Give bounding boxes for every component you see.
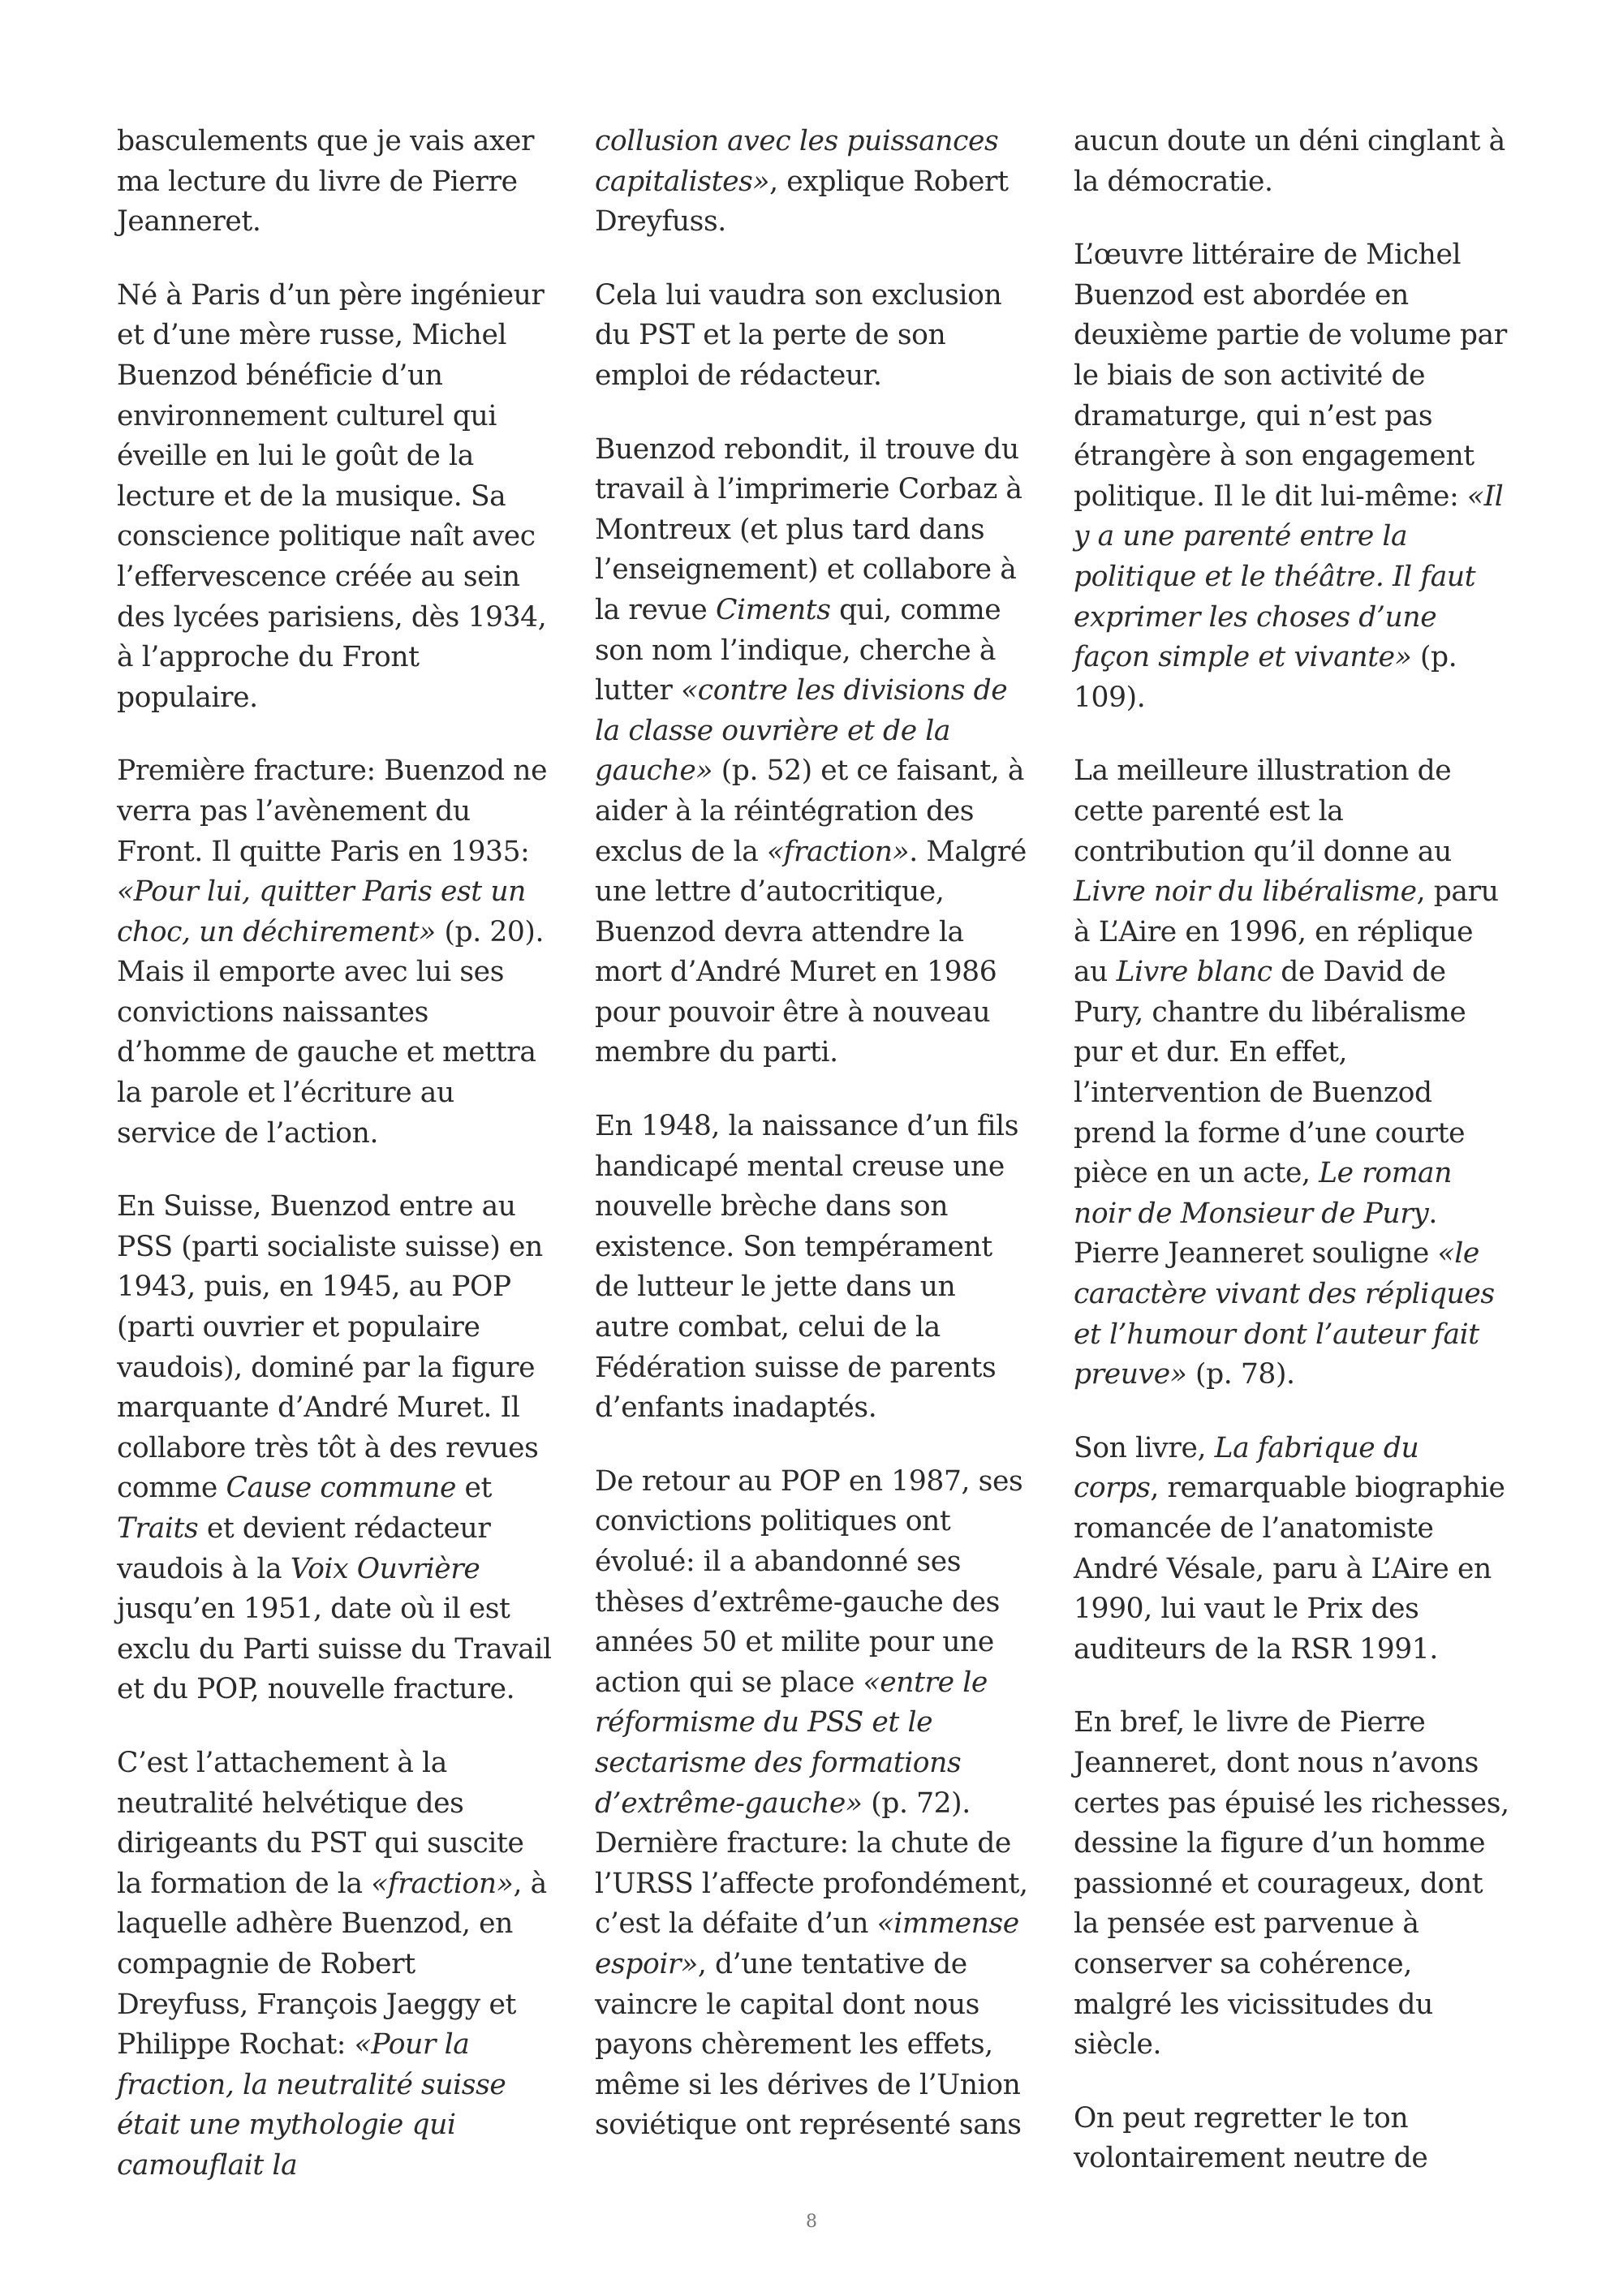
text-column-3 xyxy=(1074,122,1512,2179)
text-column-2 xyxy=(595,122,1033,2146)
paragraph xyxy=(595,430,1033,1074)
paragraph xyxy=(1074,122,1512,202)
quote-italic: «Pour la fraction, la neutralité suisse était une mythologie qui camouflait la xyxy=(117,2028,506,2182)
paragraph xyxy=(595,1107,1033,1429)
title-italic: Ciments xyxy=(715,593,831,626)
text-run: et devient rédacteur vaudois à la xyxy=(117,1512,491,1585)
title-italic: Livre blanc xyxy=(1116,956,1272,989)
paragraph xyxy=(595,276,1033,397)
text-run: , remarquable biographie romancée de l’anatomiste André Vésale, paru à L’Aire en 1990, lui vaut le Prix des auditeurs de la RSR 1991. xyxy=(1074,1472,1505,1666)
text-run: En Suisse, Buenzod entre au PSS (parti socialiste suisse) en 1943, puis, en 1945, au POP (parti ouvrier et populaire vaudois), dominé par la figure marquante d’André Muret. Il collabore très tôt à des revues comme xyxy=(117,1190,543,1505)
text-run: aucun doute un déni cinglant à la démocratie. xyxy=(1074,125,1505,198)
quote-italic: «fraction» xyxy=(766,835,910,868)
text-run: Cela lui vaudra son exclusion du PST et la perte de son emploi de rédacteur. xyxy=(595,278,1002,392)
text-run: . Malgré une lettre d’autocritique, Buenzod devra attendre la mort d’André Muret en 1986 pour pouvoir être à nouveau membre du parti. xyxy=(595,835,1027,1069)
text-run: et xyxy=(455,1472,493,1505)
paragraph xyxy=(1074,235,1512,718)
paragraph xyxy=(595,1462,1033,2146)
paragraph xyxy=(117,751,555,1154)
text-run: En bref, le livre de Pierre Jeanneret, dont nous n’avons certes pas épuisé les richesses, dessine la figure d’un homme passionné et courageux, dont la pensée est parvenue à conserver sa cohérence, malgré les vicissitudes du siècle. xyxy=(1074,1706,1509,2062)
text-run: , paru à L’Aire en 1996, en réplique au xyxy=(1074,875,1499,989)
paragraph xyxy=(1074,2099,1512,2179)
text-run: La meilleure illustration de cette parenté est la contribution qu’il donne au xyxy=(1074,755,1452,868)
paragraph xyxy=(117,276,555,719)
text-run: De retour au POP en 1987, ses convictions politiques ont évolué: il a abandonné ses thèses d’extrême-gauche des années 50 et milite pour une action qui se place xyxy=(595,1464,1023,1699)
text-run: Buenzod rebondit, il trouve du travail à l’imprimerie Corbaz à Montreux (et plus tard dans l’enseignement) et collabore à la revue xyxy=(595,432,1022,626)
text-run: C’est l’attachement à la neutralité helvétique des dirigeants du PST qui suscite la formation de la xyxy=(117,1746,524,1900)
quote-italic: «Pour lui, quitter Paris est un choc, un déchirement» xyxy=(117,875,526,948)
title-italic: Voix Ouvrière xyxy=(290,1552,480,1585)
text-run: Son livre, xyxy=(1074,1431,1215,1464)
text-run: de David de Pury, chantre du libéralisme pur et dur. En effet, l’intervention de Buenzod prend la forme d’une courte pièce en un acte, xyxy=(1074,956,1466,1190)
text-run: (p. 20). Mais il emporte avec lui ses convictions naissantes d’homme de gauche et mettra la parole et l’écriture au service de l’action. xyxy=(117,915,545,1150)
text-run: jusqu’en 1951, date où il est exclu du Parti suisse du Travail et du POP, nouvelle fracture. xyxy=(117,1593,552,1706)
quote-italic: «le caractère vivant des répliques et l’humour dont l’auteur fait preuve» xyxy=(1074,1237,1495,1391)
quote-italic: «immense espoir» xyxy=(595,1907,1019,1980)
paragraph xyxy=(117,1187,555,1710)
quote-italic: «entre le réformisme du PSS et le sectarisme des formations d’extrême-gauche» xyxy=(595,1666,988,1820)
paragraph xyxy=(117,1743,555,2186)
text-run: (p. 52) et ce faisant, à aider à la réintégration des exclus de la xyxy=(595,755,1025,868)
text-run: basculements que je vais axer ma lecture du livre de Pierre Jeanneret. xyxy=(117,125,535,239)
text-run: On peut regretter le ton volontairement neutre de xyxy=(1074,2101,1428,2175)
paragraph xyxy=(595,122,1033,243)
text-run: . Pierre Jeanneret souligne xyxy=(1074,1197,1438,1271)
page-number: 8 xyxy=(806,2212,817,2232)
quote-italic: «contre les divisions de la classe ouvrière et de la gauche» xyxy=(595,674,1008,788)
text-run: , explique Robert Dreyfuss. xyxy=(595,165,1009,239)
text-run: qui, comme son nom l’indique, cherche à lutter xyxy=(595,593,1001,707)
text-run: Première fracture: Buenzod ne verra pas l’avènement du Front. Il quitte Paris en 1935: xyxy=(117,755,548,868)
paragraph xyxy=(1074,751,1512,1395)
text-run: En 1948, la naissance d’un fils handicapé mental creuse une nouvelle brèche dans son existence. Son tempérament de lutteur le jette dans un autre combat, celui de la Fédération suisse de parents d’enfants inadaptés. xyxy=(595,1110,1018,1425)
title-italic: Le roman noir de Monsieur de Pury xyxy=(1074,1157,1453,1230)
title-italic: Livre noir du libéralisme xyxy=(1074,875,1417,909)
quote-italic: «Il y a une parenté entre la politique et le théâtre. Il faut exprimer les choses d’une façon simple et vivante» xyxy=(1074,479,1504,674)
text-column-1 xyxy=(117,122,555,2186)
text-run: , d’une tentative de vaincre le capital dont nous payons chèrement les effets, même si les dérives de l’Union soviétique ont représenté sans xyxy=(595,1947,1022,2142)
text-run: L’œuvre littéraire de Michel Buenzod est abordée en deuxième partie de volume par le biais de son activité de dramaturge, qui n’est pas étrangère à son engagement politique. Il le dit lui-même: xyxy=(1074,239,1507,513)
title-italic: La fabrique du corps xyxy=(1074,1431,1419,1505)
title-italic: Cause commune xyxy=(226,1472,456,1505)
text-run: Né à Paris d’un père ingénieur et d’une mère russe, Michel Buenzod bénéficie d’un environnement culturel qui éveille en lui le goût de la lecture et de la musique. Sa conscience politique naît avec l’effervescence créée au sein des lycées parisiens, dès 1934, à l’approche du Front populaire. xyxy=(117,278,547,714)
quote-italic: «fraction» xyxy=(371,1867,514,1900)
paragraph xyxy=(1074,1429,1512,1670)
text-run: , à laquelle adhère Buenzod, en compagnie de Robert Dreyfuss, François Jaeggy et Philippe Rochat: xyxy=(117,1867,547,2062)
text-run: (p. 78). xyxy=(1186,1358,1295,1391)
text-run: (p. 109). xyxy=(1074,641,1457,714)
paragraph xyxy=(117,122,555,243)
title-italic: Traits xyxy=(117,1512,199,1545)
text-run: (p. 72). Dernière fracture: la chute de l’URSS l’affecte profondément, c’est la défaite d’un xyxy=(595,1786,1028,1941)
quote-italic: collusion avec les puissances capitalistes» xyxy=(595,125,999,198)
paragraph xyxy=(1074,1703,1512,2065)
